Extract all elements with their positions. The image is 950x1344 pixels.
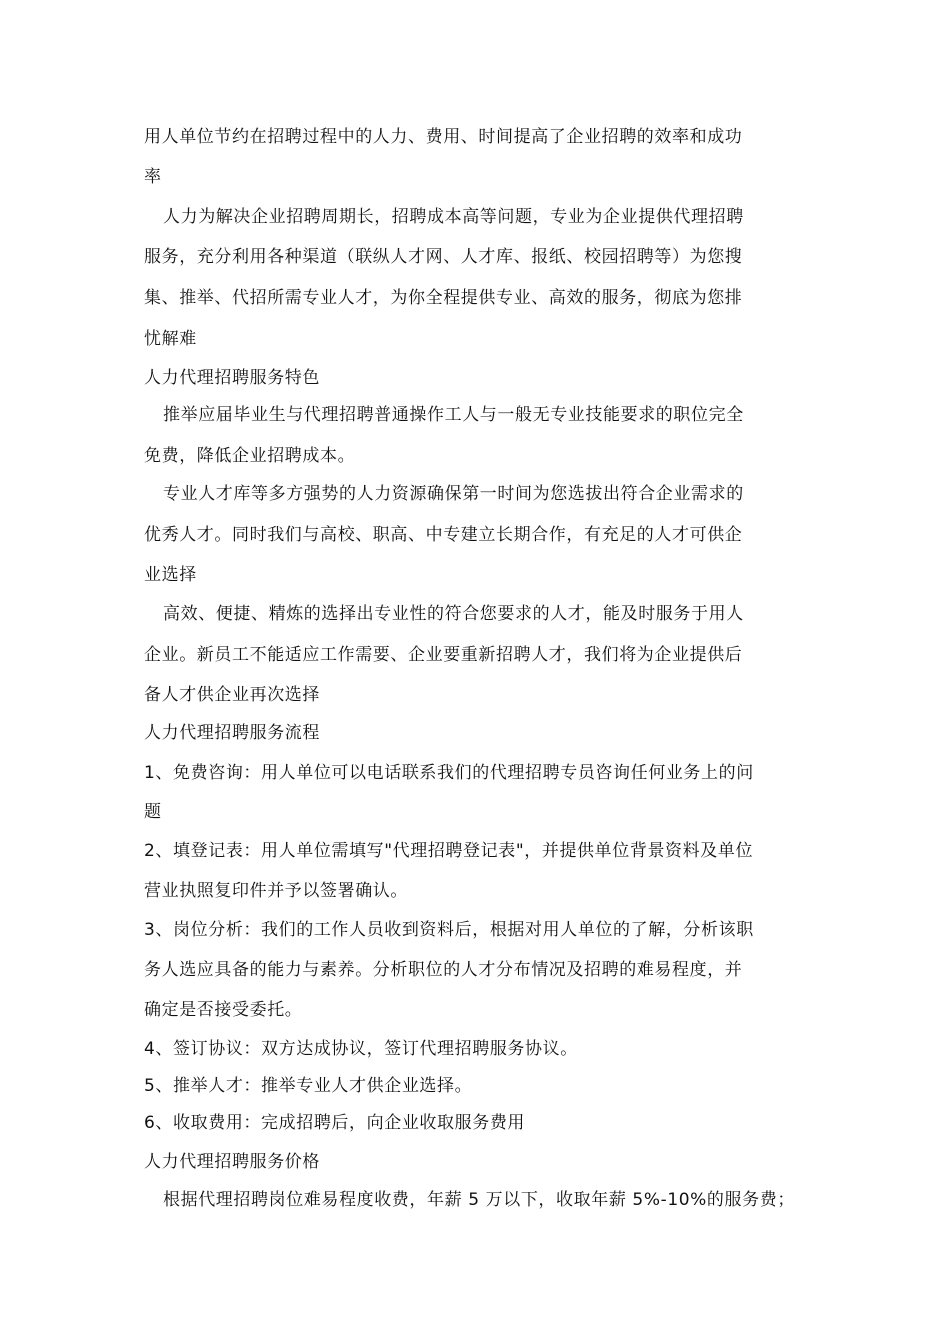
process-step-6: 6、收取费用：完成招聘后，向企业收取服务费用 (144, 1113, 526, 1133)
section-heading-pricing: 人力代理招聘服务价格 (144, 1152, 320, 1172)
process-step-3: 3、岗位分析：我们的工作人员收到资料后，根据对用人单位的了解，分析该职 (144, 920, 754, 940)
paragraph-line: 优秀人才。同时我们与高校、职高、中专建立长期合作，有充足的人才可供企 (144, 525, 743, 545)
process-step-5: 5、推举人才：推举专业人才供企业选择。 (144, 1076, 473, 1096)
paragraph-line: 高效、便捷、精炼的选择出专业性的符合您要求的人才，能及时服务于用人 (163, 604, 744, 624)
paragraph-line: 服务，充分利用各种渠道（联纵人才网、人才库、报纸、校园招聘等）为您搜 (144, 247, 743, 267)
paragraph-line: 专业人才库等多方强势的人力资源确保第一时间为您选拔出符合企业需求的 (163, 484, 744, 504)
paragraph-line: 免费，降低企业招聘成本。 (144, 446, 356, 466)
paragraph-line: 人力为解决企业招聘周期长，招聘成本高等问题，专业为企业提供代理招聘 (163, 207, 744, 227)
process-step-1-cont: 题 (144, 802, 162, 822)
paragraph-line: 推举应届毕业生与代理招聘普通操作工人与一般无专业技能要求的职位完全 (163, 405, 744, 425)
process-step-4: 4、签订协议：双方达成协议，签订代理招聘服务协议。 (144, 1039, 578, 1059)
paragraph-line: 业选择 (144, 565, 197, 585)
pricing-text: 根据代理招聘岗位难易程度收费，年薪 5 万以下，收取年薪 5%-10%的服务费； (163, 1190, 795, 1210)
section-heading-process: 人力代理招聘服务流程 (144, 723, 320, 743)
process-step-2: 2、填登记表：用人单位需填写"代理招聘登记表"，并提供单位背景资料及单位 (144, 841, 754, 861)
section-heading-features: 人力代理招聘服务特色 (144, 368, 320, 388)
process-step-3-cont: 务人选应具备的能力与素养。分析职位的人才分布情况及招聘的难易程度，并 (144, 960, 743, 980)
intro-line-1: 用人单位节约在招聘过程中的人力、费用、时间提高了企业招聘的效率和成功 (144, 127, 743, 147)
paragraph-line: 集、推举、代招所需专业人才，为你全程提供专业、高效的服务，彻底为您排 (144, 288, 743, 308)
paragraph-line: 企业。新员工不能适应工作需要、企业要重新招聘人才，我们将为企业提供后 (144, 645, 743, 665)
paragraph-line: 忧解难 (144, 329, 197, 349)
process-step-3-cont: 确定是否接受委托。 (144, 1000, 303, 1020)
process-step-1: 1、免费咨询：用人单位可以电话联系我们的代理招聘专员咨询任何业务上的问 (144, 763, 754, 783)
process-step-2-cont: 营业执照复印件并予以签署确认。 (144, 881, 408, 901)
paragraph-line: 备人才供企业再次选择 (144, 685, 320, 705)
intro-line-2: 率 (144, 167, 162, 187)
